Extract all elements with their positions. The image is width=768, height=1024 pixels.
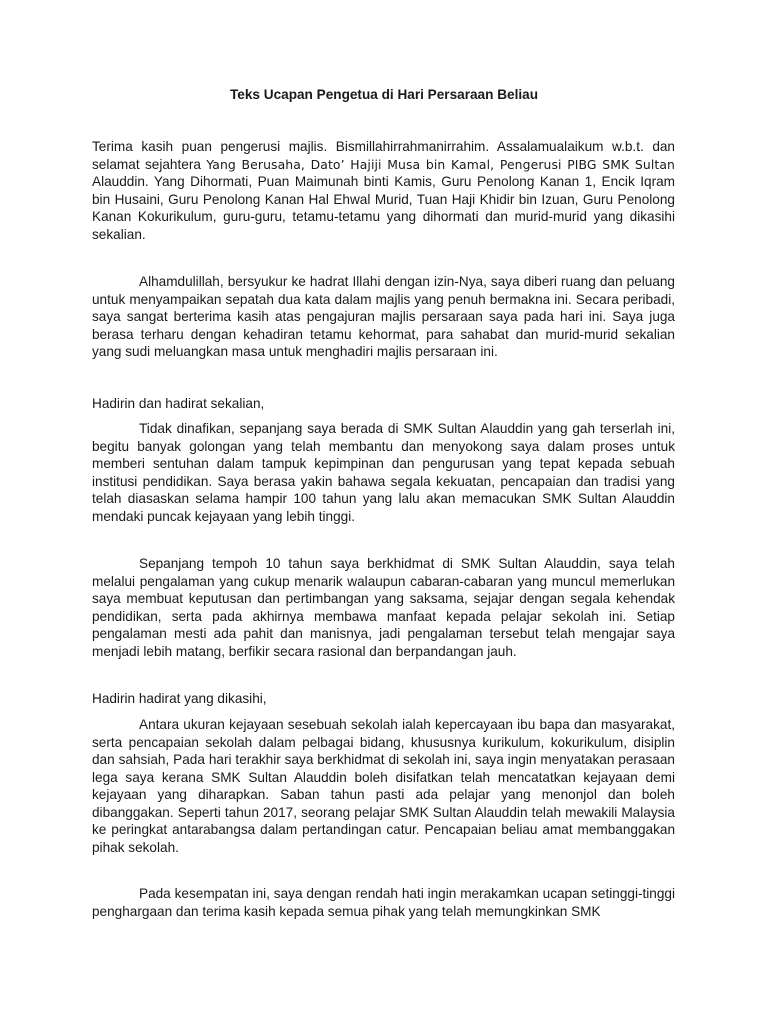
paragraph-gratitude: Alhamdulillah, bersyukur ke hadrat Illahi dengan izin-Nya, saya diberi ruang dan peluang untuk menyampaikan sepatah dua kata dalam majlis yang penuh bermakna ini. Secara peribadi, saya sangat berterima kasih atas pengajuran majlis persaraan saya pada hari ini. Saya juga berasa terharu dengan kehadiran tetamu kehormat, para sahabat dan murid-murid sekalian yang sudi meluangkan masa untuk menghadiri majlis persaraan ini. [92,274,675,359]
greeting-hadirin-sekalian: Hadirin dan hadirat sekalian, [92,396,265,411]
paragraph-achievements: Antara ukuran kejayaan sesebuah sekolah ialah kepercayaan ibu bapa dan masyarakat, serta pencapaian sekolah dalam pelbagai bidang, khususnya kurikulum, kokurikulum, disiplin dan sahsiah, Pada hari terakhir saya berkhidmat di sekolah ini, saya ingin menyatakan perasaan lega saya kerana SMK Sultan Alauddin boleh disifatkan telah mencatatkan kejayaan demi kejayaan yang diharapkan. Saban tahun pasti ada pelajar yang menonjol dan boleh dibanggakan. Seperti tahun 2017, seorang pelajar SMK Sultan Alauddin telah mewakili Malaysia ke peringkat antarabangsa dalam pertandingan catur. Pencapaian beliau amat membanggakan pihak sekolah. [92,717,675,855]
document-title: Teks Ucapan Pengetua di Hari Persaraan Beliau [230,87,538,102]
paragraph-leadership: Tidak dinafikan, sepanjang saya berada di SMK Sultan Alauddin yang gah terserlah ini, begitu banyak golongan yang telah membantu dan menyokong saya dalam proses untuk memberi sentuhan dalam tampuk kepimpinan dan pengurusan yang tepat kepada sebuah institusi pendidikan. Saya berasa yakin bahawa segala kekuatan, pencapaian dan tradisi yang telah diasaskan selama hampir 100 tahun yang lalu akan memacukan SMK Sultan Alauddin mendaki puncak kejayaan yang lebih tinggi. [92,421,675,524]
paragraph-opening [92,138,675,243]
paragraph-opening-text-c: Alauddin. Yang Dihormati, Puan Maimunah binti Kamis, Guru Penolong Kanan 1, Encik Iqram bin Husaini, Guru Penolong Kanan Hal Ehwal Murid, Tuan Haji Khidir bin Izuan, Guru Penolong Kanan Kokurikulum, guru-guru, tetamu-tetamu yang dihormati dan murid-murid yang dikasihi sekalian. [92,174,675,242]
greeting-hadirin-dikasihi: Hadirin hadirat yang dikasihi, [92,691,267,706]
paragraph-appreciation: Pada kesempatan ini, saya dengan rendah hati ingin merakamkan ucapan setinggi-tinggi penghargaan dan terima kasih kepada semua pihak yang telah memungkinkan SMK [92,886,675,919]
paragraph-experience: Sepanjang tempoh 10 tahun saya berkhidmat di SMK Sultan Alauddin, saya telah melalui pengalaman yang cukup menarik walaupun cabaran-cabaran yang muncul memerlukan saya membuat keputusan dan pertimbangan yang saksama, sejajar dengan segala kehendak pendidikan, serta pada akhirnya membawa manfaat kepada pelajar sekolah ini. Setiap pengalaman mesti ada pahit dan manisnya, jadi pengalaman tersebut telah mengajar saya menjadi lebih matang, berfikir secara rasional dan berpandangan jauh. [92,556,675,659]
paragraph-opening-text-a: Terima kasih puan pengerusi majlis. Bismillahirrahmanirrahim. Assalamualaikum w.b.t. dan selamat sejahtera [92,139,675,172]
paragraph-opening-text-b: Yang Berusaha, Dato’ Hajiji Musa bin Kamal, Pengerusi PIBG SMK Sultan [206,156,675,172]
